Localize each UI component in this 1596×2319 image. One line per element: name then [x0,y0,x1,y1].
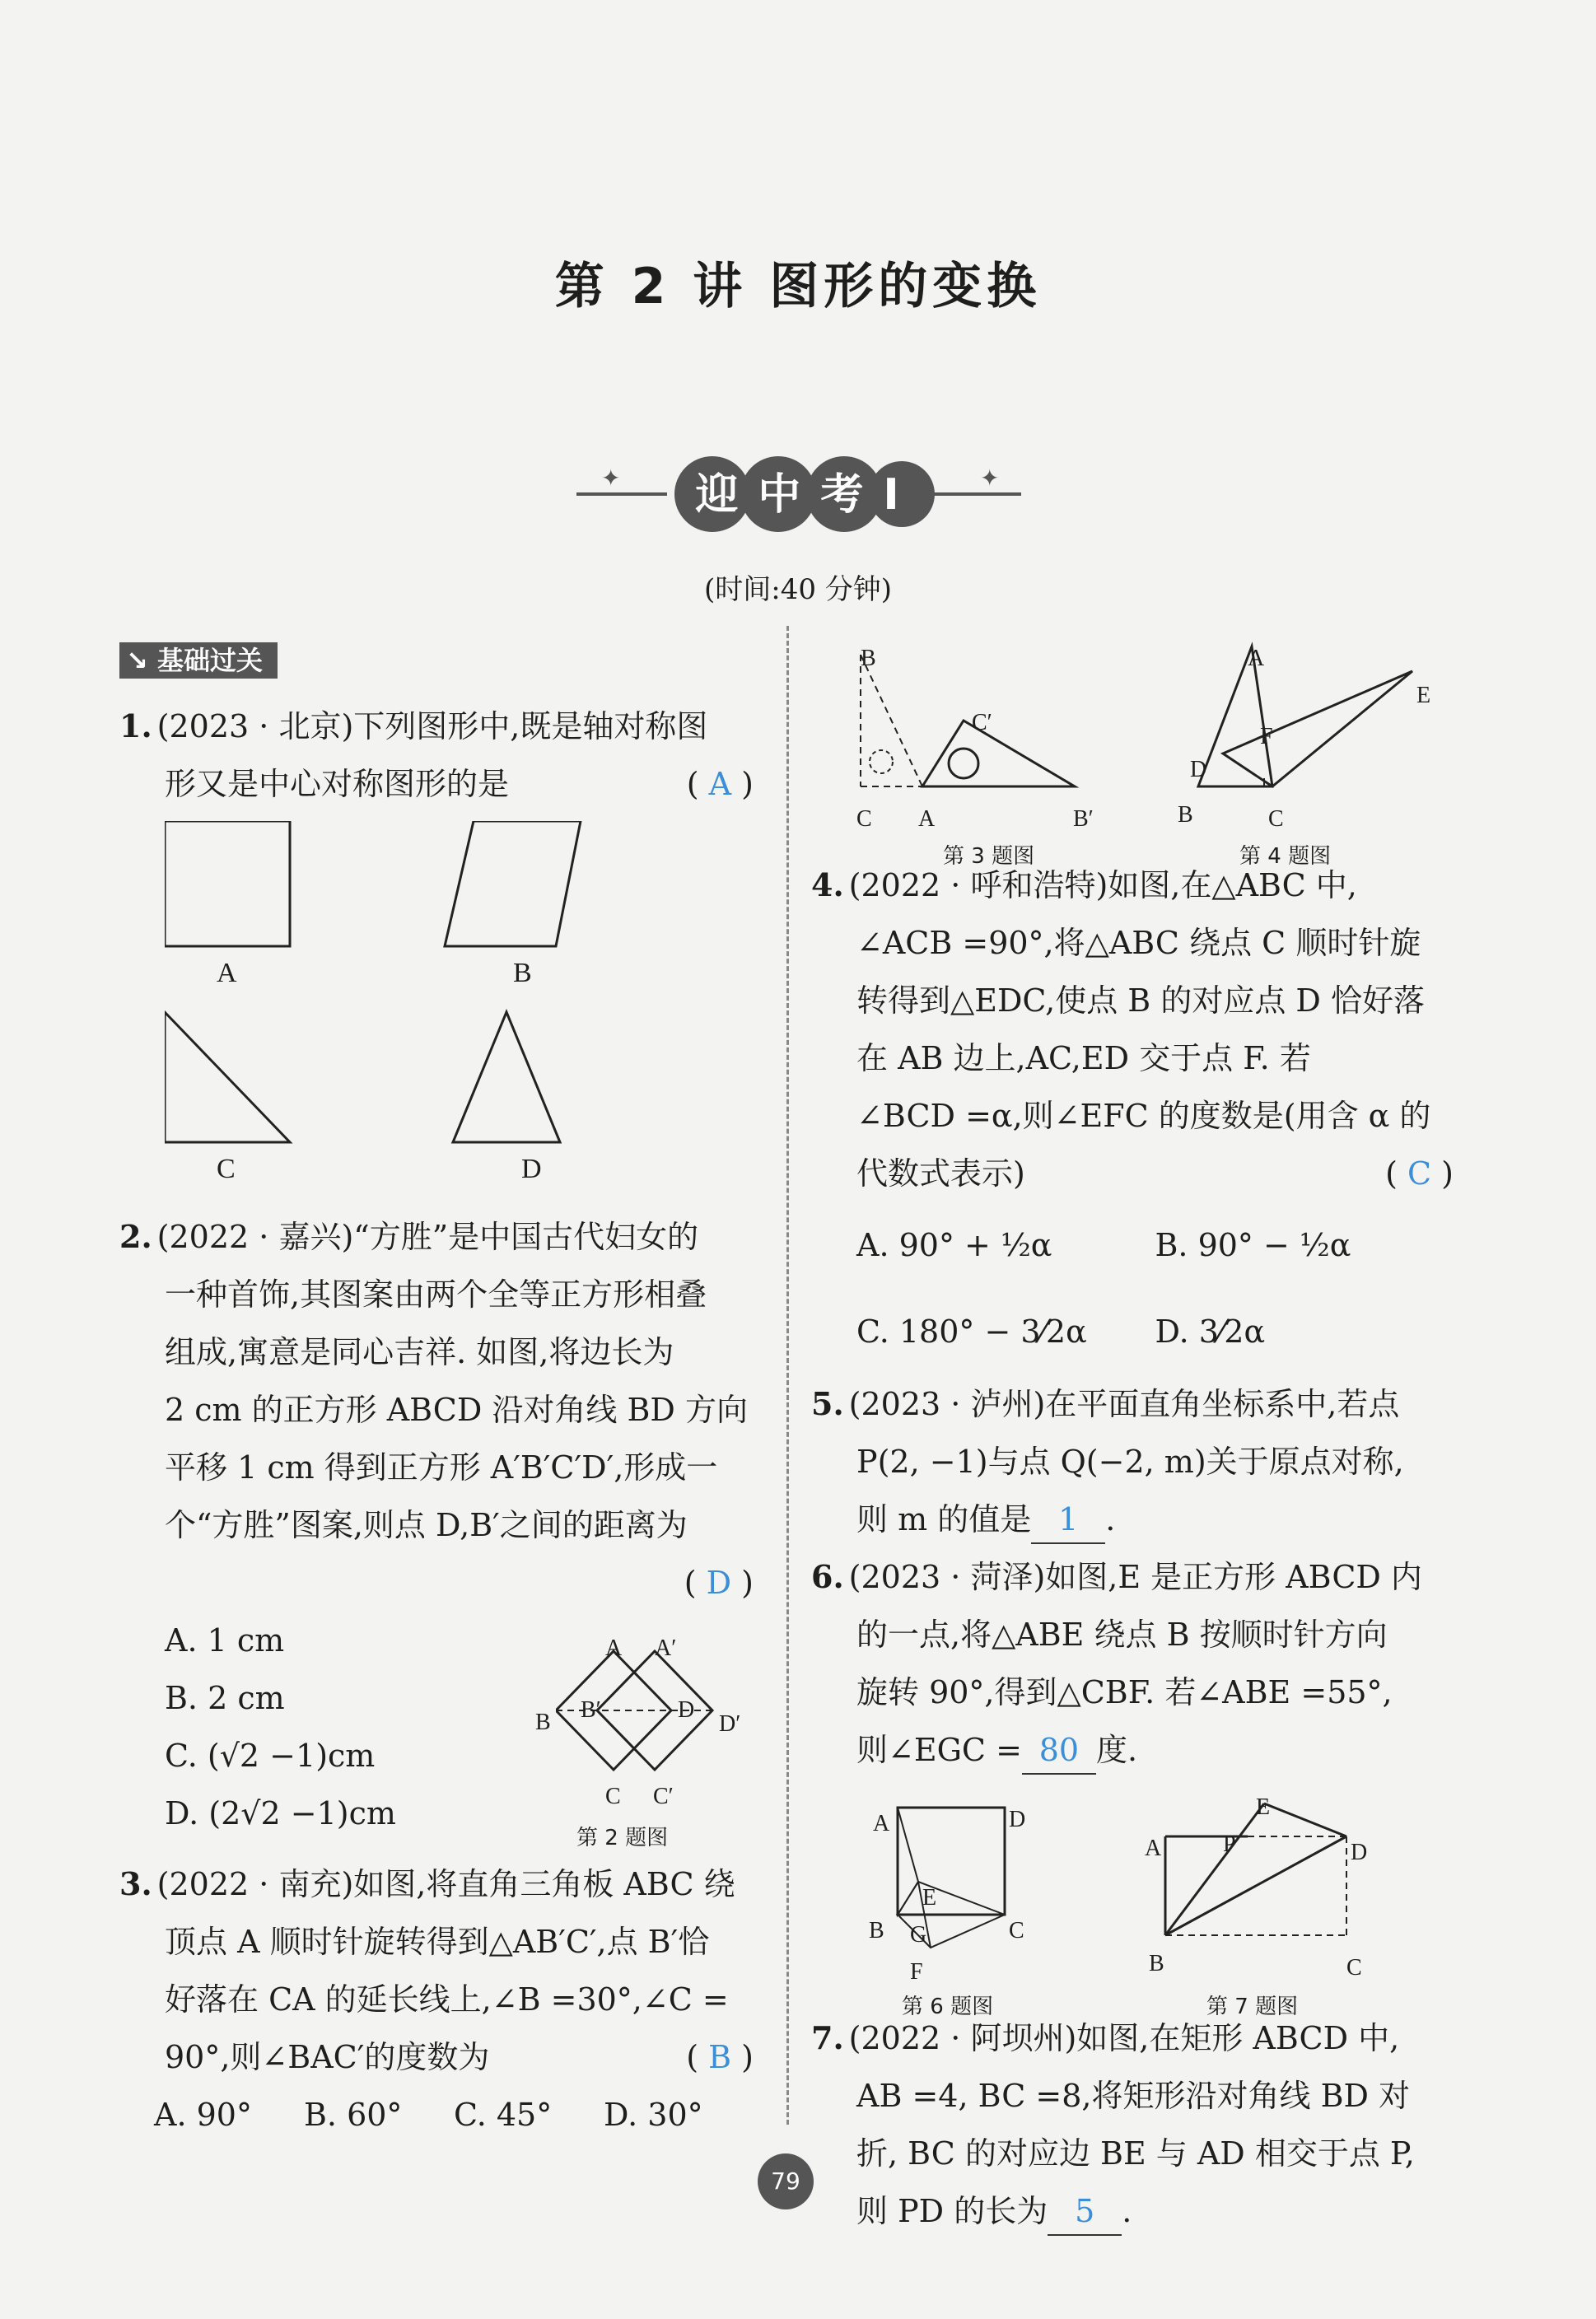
fig-label: B [861,646,876,671]
q7-answer: 5 [1048,2188,1122,2236]
q6-number: 6. [811,1558,844,1595]
q2-line: 组成,寓意是同心吉祥. 如图,将边长为 [165,1334,674,1370]
q6-line: 旋转 90°,得到△CBF. 若∠ABE =55°, [856,1674,1393,1710]
q3-line: 好落在 CA 的延长线上,∠B =30°,∠C = [165,1981,729,2018]
q6-answer: 80 [1022,1727,1096,1775]
fig-label: B [869,1918,884,1943]
q2-line: (2022 · 嘉兴)“方胜”是中国古代妇女的 [156,1219,699,1255]
fig-label: F [910,1959,923,1985]
figure-caption: 第 7 题图 [1206,1995,1299,2019]
q3-line: 顶点 A 顺时针旋转得到△AB′C′,点 B′恰 [165,1924,710,1960]
fig-label: B′ [1073,806,1094,832]
q4-diagram [1182,638,1445,803]
fig-label: C′ [972,710,992,735]
q3-diagram [844,638,1091,803]
q2-line: 个“方胜”图案,则点 D,B′之间的距离为 [165,1507,688,1543]
fig-label: B′ [581,1697,601,1723]
question-1: 1. (2023 · 北京)下列图形中,既是轴对称图 形又是中心对称图形的是 ( A ) A B C D [119,698,754,1208]
column-divider [786,626,789,2125]
q7-line: 则 PD 的长为 [856,2193,1048,2229]
q5-answer: 1 [1031,1496,1105,1544]
fig-label: B [513,958,532,988]
fig-label: C [217,1154,236,1184]
fig-label: D [678,1697,695,1723]
fig-label: B [1178,802,1193,828]
q1-number: 1. [119,707,152,744]
fig-label: B [535,1710,551,1735]
q4-option: A. 90° + ½α [856,1227,1052,1263]
figure-caption: 第 6 题图 [902,1995,994,2019]
figure-caption: 第 2 题图 [576,1826,669,1850]
time-note: (时间:40 分钟) [703,573,893,606]
question-7: 7. (2022 · 阿坝州)如图,在矩形 ABCD 中, AB =4, BC =8,将矩形沿对角线 BD 对 折, BC 的对应边 BE 与 AD 相交于点 P, 则 PD 的长为 5 . [811,2009,1454,2240]
fig-label: A [605,1635,623,1661]
q5-line: P(2, −1)与点 Q(−2, m)关于原点对称, [856,1444,1404,1480]
section-banner [568,445,1029,544]
q2-option: B. 2 cm [165,1680,285,1716]
figure-caption: 第 4 题图 [1239,844,1332,869]
q2-options-figure [119,1612,754,1850]
q4-option: C. 180° − 3⁄2α [856,1313,1087,1350]
q3-answer: B [708,2039,732,2075]
q7-number: 7. [811,2019,844,2056]
fig-label: E [1256,1794,1271,1820]
q4-answer: C [1407,1155,1432,1192]
question-2: 2. (2022 · 嘉兴)“方胜”是中国古代妇女的 一种首饰,其图案由两个全等正方形相叠 组成,寓意是同心吉祥. 如图,将边长为 2 cm 的正方形 ABCD 沿对角线 BD 方向 平移 1 cm 得到正方形 A′B′C′D′,形成一 个“方胜”图案,则点 D,B′之间的距离为 ( D ) A. 1 cm B. 2 cm C. (√2 −1)cm D. (2√2 −1)cm A A′ B B′ D D′ C C′ 第 2 题图 [119,1208,754,1850]
right-column [811,630,1454,2240]
q2-number: 2. [119,1218,152,1255]
q4-line: 代数式表示) [856,1155,1025,1192]
fig-label: D [1351,1840,1368,1865]
q6-line: 则∠EGC = [856,1732,1022,1768]
figures-6-7 [811,1779,1454,2019]
fig-label: C [1009,1918,1024,1943]
fig-label: C [605,1784,621,1809]
fig-label: F [1260,724,1273,749]
section-label: 基础过关 [156,645,263,676]
q7-line: AB =4, BC =8,将矩形沿对角线 BD 对 [856,2078,1411,2114]
q6-line: (2023 · 菏泽)如图,E 是正方形 ABCD 内 [848,1559,1422,1595]
fig-label: D′ [719,1711,741,1737]
q4-number: 4. [811,866,844,903]
q1-figures [119,813,754,1208]
q1-answer: A [708,766,732,802]
q5-line: (2023 · 泸州)在平面直角坐标系中,若点 [848,1386,1400,1422]
banner-text: 迎中考Ⅰ [695,470,919,520]
question-4: 4. (2022 · 呼和浩特)如图,在△ABC 中, ∠ACB =90°,将△ABC 绕点 C 顺时针旋 转得到△EDC,使点 B 的对应点 D 恰好落 在 AB 边上,AC,ED 交于点 F. 若 ∠BCD =α,则∠EFC 的度数是(用含 α 的 代数式表示) ( C ) A. 90° + ½α B. 90° − ½α C. 180° − 3⁄2α D. 3⁄2α [811,856,1454,1375]
page-title: 第 2 讲 图形的变换 [554,258,1042,315]
q3-line: 90°,则∠BAC′的度数为 [165,2039,490,2075]
q1-line: 形又是中心对称图形的是 [165,766,510,802]
q3-option: D. 30° [604,2097,703,2133]
arrow-icon: ↘ [126,645,157,676]
q2-line: 2 cm 的正方形 ABCD 沿对角线 BD 方向 [165,1392,748,1428]
fig-label: A [1248,646,1265,671]
q3-option: C. 45° [454,2097,553,2133]
q4-line: 转得到△EDC,使点 B 的对应点 D 恰好落 [856,982,1425,1019]
fig-label: C′ [653,1784,674,1809]
left-column [119,630,754,2144]
q5-number: 5. [811,1385,844,1422]
q2-line: 平移 1 cm 得到正方形 A′B′C′D′,形成一 [165,1449,718,1486]
svg-text:✦: ✦ [601,464,621,492]
fig-label: A [1145,1836,1162,1861]
figure-caption: 第 3 题图 [943,844,1035,869]
q6-line: 的一点,将△ABE 绕点 B 按顺时针方向 [856,1617,1388,1653]
q6-diagram [885,1795,1025,1960]
q4-option: D. 3⁄2α [1155,1313,1266,1350]
q1-line: (2023 · 北京)下列图形中,既是轴对称图 [156,708,708,744]
q7-line: 折, BC 的对应边 BE 与 AD 相交于点 P, [856,2135,1415,2172]
section-tag [119,630,754,688]
fig-label: C [856,806,872,832]
question-6 [811,1548,1454,1779]
page-number: 79 [758,2153,814,2209]
fig-label: E [1416,683,1431,708]
fig-label: B [1149,1951,1164,1976]
fig-label: C [1346,1955,1362,1981]
q2-option: D. (2√2 −1)cm [165,1795,396,1831]
q4-line: 在 AB 边上,AC,ED 交于点 F. 若 [856,1040,1311,1076]
q4-line: ∠ACB =90°,将△ABC 绕点 C 顺时针旋 [856,925,1421,961]
q4-option: B. 90° − ½α [1155,1227,1351,1263]
q4-line: (2022 · 呼和浩特)如图,在△ABC 中, [848,867,1357,903]
q2-option: A. 1 cm [165,1622,285,1659]
fig-label: A [217,958,237,988]
q3-number: 3. [119,1865,152,1902]
fig-label: A′ [655,1635,677,1661]
svg-text:✦: ✦ [980,464,1000,492]
fig-label: P [1223,1831,1236,1857]
q4-line: ∠BCD =α,则∠EFC 的度数是(用含 α 的 [856,1098,1431,1134]
fig-label: E [922,1885,937,1911]
fig-label: A [918,806,936,832]
fig-label: D [1190,757,1207,782]
q1-shapes [165,821,692,1183]
figures-3-4 [811,630,1454,869]
fig-label: A [873,1811,890,1836]
q2-option: C. (√2 −1)cm [165,1738,376,1774]
q5-line: 则 m 的值是 [856,1501,1032,1537]
question-3: 3. (2022 · 南充)如图,将直角三角板 ABC 绕 顶点 A 顺时针旋转得到△AB′C′,点 B′恰 好落在 CA 的延长线上,∠B =30°,∠C = 90°,则∠BAC′的度数为 ( B ) A. 90° B. 60° C. 45° D. 30° [119,1855,754,2144]
fig-label: D [1009,1807,1026,1832]
fig-label: G [910,1922,927,1948]
q3-option: B. 60° [304,2097,403,2133]
fig-label: C [1268,806,1284,832]
fig-label: D [521,1154,542,1184]
q2-answer: D [706,1565,732,1601]
q3-line: (2022 · 南充)如图,将直角三角板 ABC 绕 [156,1866,735,1902]
q7-line: (2022 · 阿坝州)如图,在矩形 ABCD 中, [848,2020,1400,2056]
q2-line: 一种首饰,其图案由两个全等正方形相叠 [165,1276,707,1313]
question-5: 5. (2023 · 泸州)在平面直角坐标系中,若点 P(2, −1)与点 Q(−2, m)关于原点对称, 则 m 的值是 1 . [811,1375,1454,1548]
q3-option: A. 90° [154,2097,252,2133]
q6-line: 度. [1095,1732,1138,1768]
